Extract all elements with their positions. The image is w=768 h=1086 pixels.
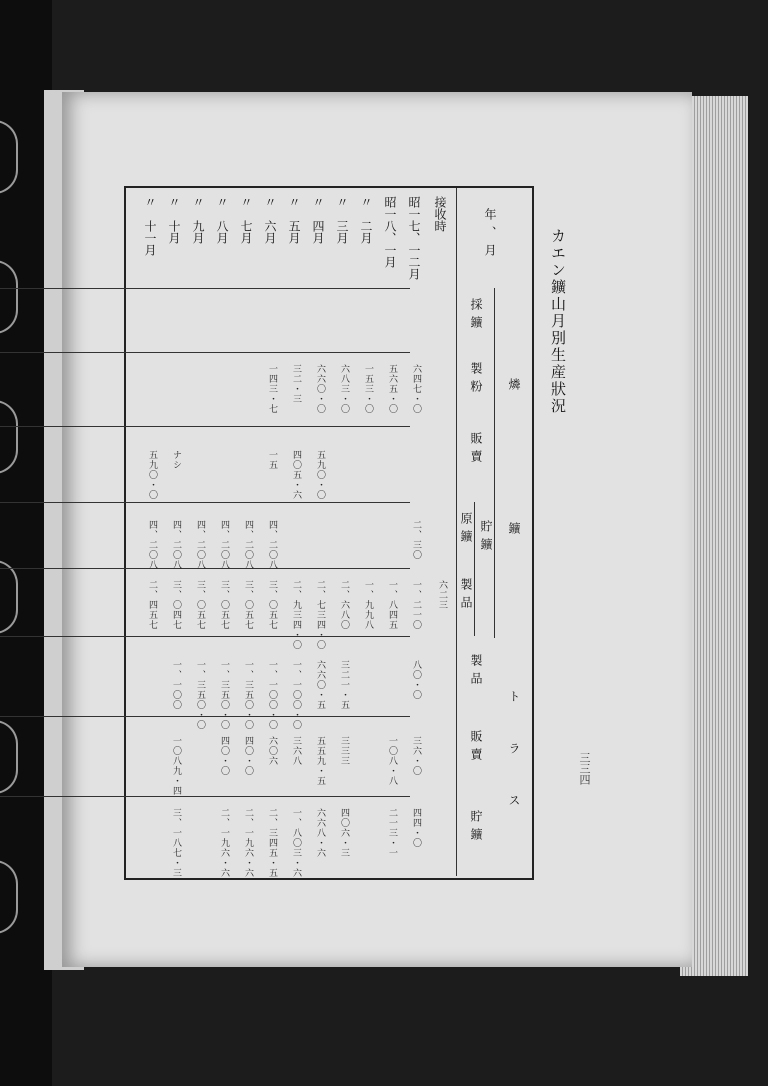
binder-ring <box>0 400 18 474</box>
tras-product-value: 一、三五〇・〇 <box>195 660 205 730</box>
table-rule <box>0 426 410 427</box>
tras-sales-value: 四〇・〇 <box>219 736 229 776</box>
powder-value: 六四七・〇 <box>411 364 421 414</box>
product-value: 二、四五七 <box>147 580 157 630</box>
header-phosphorus: 燐 鑛 <box>507 378 521 594</box>
powder-value: 一四三・七 <box>267 364 277 414</box>
binder-ring <box>0 260 18 334</box>
header-tras-storage: 貯鑛 <box>469 810 483 846</box>
header-product: 製品 <box>459 578 473 614</box>
tras-product-value: 一、一〇〇 <box>171 660 181 710</box>
month-label: 昭一八、一月 <box>383 196 397 268</box>
tras-sales-value: 三六八 <box>291 736 301 766</box>
month-label: 〃 十月 <box>167 196 181 244</box>
sales-value: 五九〇・〇 <box>315 450 325 500</box>
powder-value: 五六五・〇 <box>387 364 397 414</box>
header-tras-sales: 販賣 <box>469 730 483 766</box>
month-label: 昭一七、一二月 <box>407 196 421 280</box>
table-rule <box>0 636 410 637</box>
binder-ring <box>0 720 18 794</box>
powder-value: 六六〇・〇 <box>315 364 325 414</box>
tras-product-value: 一、一〇〇・〇 <box>267 660 277 730</box>
product-value: 六二三 <box>437 580 447 610</box>
header-storage: 貯鑛 <box>479 520 493 556</box>
tras-sales-value: 一〇八・八 <box>387 736 397 786</box>
tras-sales-value: 三六・〇 <box>411 736 421 776</box>
table-title: カエン鑛山月別生産狀況 <box>549 228 567 415</box>
month-label: 〃 六月 <box>263 196 277 244</box>
header-raw-ore: 原鑛 <box>459 512 473 548</box>
header-mining: 採鑛 <box>469 298 483 334</box>
month-label: 〃 九月 <box>191 196 205 244</box>
powder-value: 六八三・〇 <box>339 364 349 414</box>
product-value: 三、〇五七 <box>243 580 253 630</box>
month-label: 〃 七月 <box>239 196 253 244</box>
product-value: 一、九九八 <box>363 580 373 630</box>
tras-sales-value: 一〇八九・四 <box>171 736 181 796</box>
month-label: 〃 四月 <box>311 196 325 244</box>
tras-sales-value: 五五九・五 <box>315 736 325 786</box>
table-rule <box>0 796 410 797</box>
table-rule <box>0 288 410 289</box>
product-value: 二、六八〇 <box>339 580 349 630</box>
tras-storage-value: 四〇六・三 <box>339 808 349 858</box>
header-year-month: 年、月 <box>483 208 497 262</box>
tras-storage-value: 一、八〇三・六 <box>291 808 301 878</box>
product-value: 一、八四五 <box>387 580 397 630</box>
tras-storage-value: 二、一九六・六 <box>243 808 253 878</box>
product-value: 三、〇四七 <box>171 580 181 630</box>
product-value: 三、〇五七 <box>219 580 229 630</box>
header-tras-product: 製品 <box>469 654 483 690</box>
tras-product-value: 六六〇・五 <box>315 660 325 710</box>
tras-sales-value: 六〇六 <box>267 736 277 766</box>
tras-product-value: 八〇・〇 <box>411 660 421 700</box>
tras-sales-value: 四〇・〇 <box>243 736 253 776</box>
table-rule <box>0 352 410 353</box>
sales-value: ナシ <box>171 450 181 470</box>
raw-ore-value: 二、三〇 <box>411 520 421 560</box>
tras-product-value: 一、三五〇・〇 <box>219 660 229 730</box>
tras-product-value: 三二一・五 <box>339 660 349 710</box>
tras-storage-value: 三、一八七・三 <box>171 808 181 878</box>
month-label: 〃 八月 <box>215 196 229 244</box>
raw-ore-value: 四、二〇八 <box>147 520 157 570</box>
raw-ore-value: 四、二〇八 <box>243 520 253 570</box>
powder-value: 一五三・〇 <box>363 364 373 414</box>
product-value: 一、二一〇 <box>411 580 421 630</box>
product-value: 二、七三四・〇 <box>315 580 325 650</box>
binder-ring <box>0 860 18 934</box>
sales-value: 一五 <box>267 450 277 470</box>
header-divider <box>456 188 457 876</box>
product-value: 二、九三四・〇 <box>291 580 301 650</box>
table-rule <box>0 502 410 503</box>
month-label: 〃 三月 <box>335 196 349 244</box>
raw-ore-value: 四、二〇八 <box>219 520 229 570</box>
raw-ore-value: 四、二〇八 <box>195 520 205 570</box>
header-tras: トラス <box>507 690 521 846</box>
page-number: 三三四 <box>578 752 591 785</box>
tras-storage-value: 二、一九六・六 <box>219 808 229 878</box>
tras-storage-value: 二、三四五・五 <box>267 808 277 878</box>
tras-storage-value: 四四・〇 <box>411 808 421 848</box>
header-divider <box>494 288 495 638</box>
tras-product-value: 一、一〇〇・〇 <box>291 660 301 730</box>
product-value: 三、〇五七 <box>195 580 205 630</box>
tras-storage-value: 六六八・六 <box>315 808 325 858</box>
product-value: 三、〇五七 <box>267 580 277 630</box>
tras-sales-value: 三三三 <box>339 736 349 766</box>
month-label: 〃 十一月 <box>143 196 157 256</box>
header-sales: 販賣 <box>469 432 483 468</box>
month-label: 〃 五月 <box>287 196 301 244</box>
header-powder: 製粉 <box>469 362 483 398</box>
binder-ring <box>0 120 18 194</box>
month-label: 接收時 <box>433 196 447 232</box>
tras-storage-value: 二一三・一 <box>387 808 397 858</box>
sales-value: 四〇五・六 <box>291 450 301 500</box>
raw-ore-value: 四、二〇八 <box>267 520 277 570</box>
month-label: 〃 二月 <box>359 196 373 244</box>
binder-ring <box>0 560 18 634</box>
sales-value: 五九〇・〇 <box>147 450 157 500</box>
tras-product-value: 一、三五〇・〇 <box>243 660 253 730</box>
raw-ore-value: 四、二〇八 <box>171 520 181 570</box>
powder-value: 三二・三 <box>291 364 301 404</box>
